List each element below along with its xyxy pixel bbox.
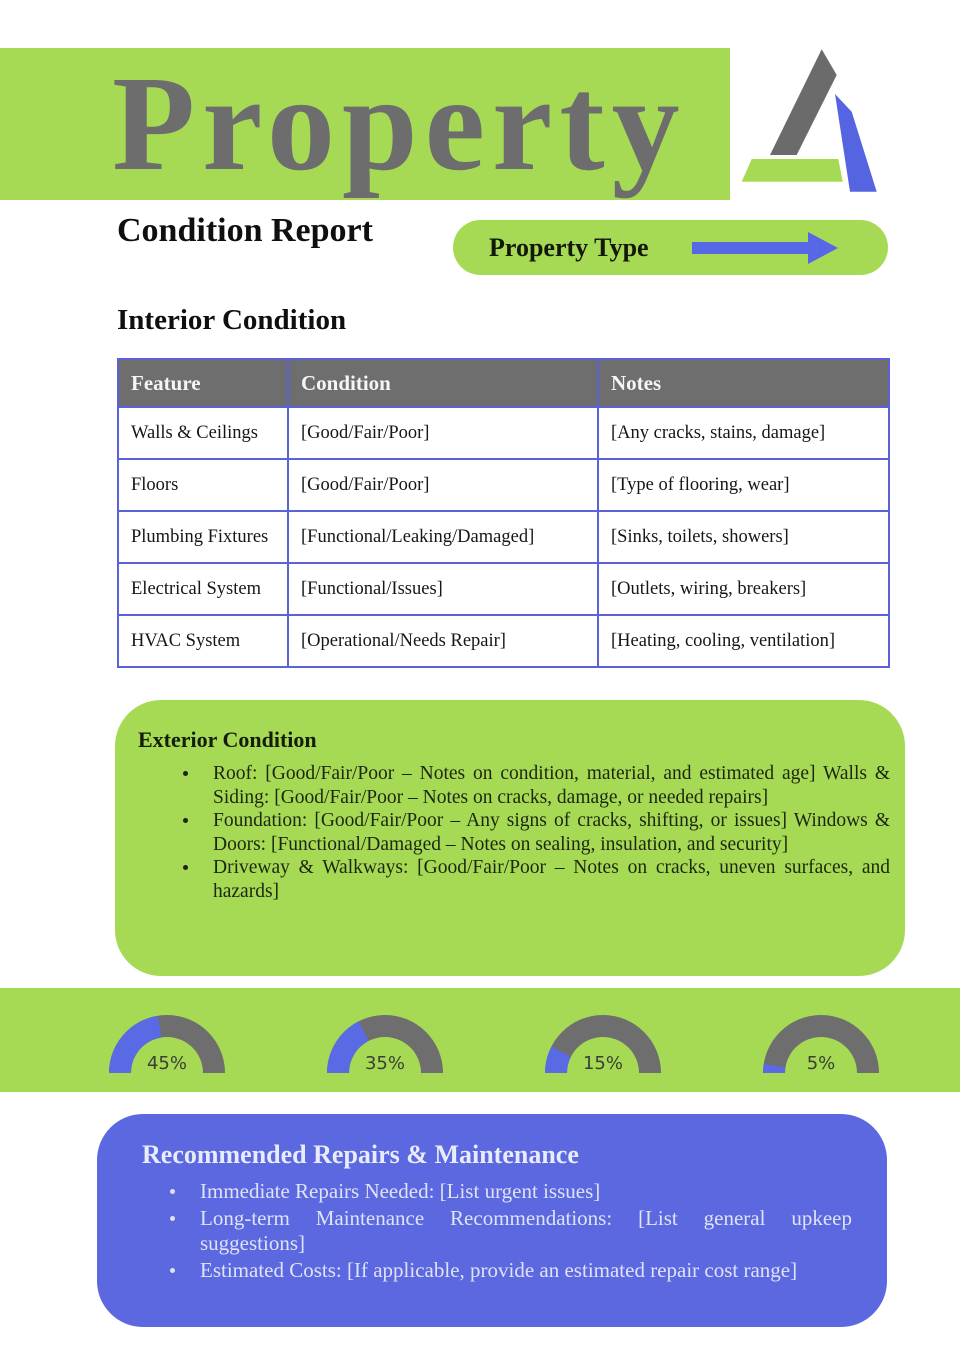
gauge-chart	[310, 1015, 460, 1075]
property-type-label: Property Type	[489, 232, 649, 262]
table-cell: Walls & Ceilings	[119, 408, 287, 458]
property-type-button[interactable]	[453, 220, 888, 275]
bullet-item: Immediate Repairs Needed: [List urgent issues]	[200, 1179, 852, 1205]
gauge-chart	[746, 1015, 896, 1075]
gauge-value-label: 5%	[806, 1053, 836, 1074]
exterior-condition-heading: Exterior Condition	[138, 727, 317, 752]
column-header: Feature	[119, 360, 287, 406]
recommended-bullet-list	[142, 1179, 852, 1283]
table-cell: Plumbing Fixtures	[119, 512, 287, 562]
table-cell: Floors	[119, 460, 287, 510]
recommended-repairs-heading: Recommended Repairs & Maintenance	[142, 1140, 579, 1169]
table-cell: [Type of flooring, wear]	[599, 460, 888, 510]
bullet-item: Estimated Costs: [If applicable, provide an estimated repair cost range]	[200, 1258, 852, 1284]
bullet-item: Foundation: [Good/Fair/Poor – Any signs of cracks, shifting, or issues] Windows & Doors: [Functional/Damaged – Notes on sealing, insulation, and security]	[213, 810, 890, 855]
column-header: Condition	[289, 360, 597, 406]
table-cell: [Good/Fair/Poor]	[289, 408, 597, 458]
interior-condition-heading: Interior Condition	[117, 304, 347, 336]
brand-logo-icon	[733, 45, 883, 195]
table-cell: [Sinks, toilets, showers]	[599, 512, 888, 562]
table-cell: [Functional/Issues]	[289, 564, 597, 614]
brand-title: Property	[112, 49, 687, 199]
recommended-repairs-card	[97, 1114, 887, 1327]
gauge-chart	[92, 1015, 242, 1075]
exterior-bullet-list	[138, 762, 890, 903]
gauge-value-label: 15%	[582, 1053, 624, 1074]
exterior-condition-card	[115, 700, 905, 976]
arrow-right-icon	[692, 230, 838, 266]
table-cell: [Functional/Leaking/Damaged]	[289, 512, 597, 562]
table-cell: [Operational/Needs Repair]	[289, 616, 597, 666]
gauge-chart	[528, 1015, 678, 1075]
gauge-value-label: 45%	[146, 1053, 188, 1074]
bullet-item: Roof: [Good/Fair/Poor – Notes on condition, material, and estimated age] Walls & Siding: [Good/Fair/Poor – Notes on cracks, damage, or needed repairs]	[213, 763, 890, 808]
report-title: Condition Report	[117, 212, 373, 249]
column-header: Notes	[599, 360, 888, 406]
table-cell: [Any cracks, stains, damage]	[599, 408, 888, 458]
gauge-fill	[327, 1021, 369, 1073]
interior-table	[117, 358, 890, 668]
gauge-band	[0, 988, 960, 1092]
table-cell: [Heating, cooling, ventilation]	[599, 616, 888, 666]
bullet-item: Long-term Maintenance Recommendations: [List general upkeep suggestions]	[200, 1205, 852, 1255]
table-cell: [Good/Fair/Poor]	[289, 460, 597, 510]
gauge-value-label: 35%	[364, 1053, 406, 1074]
table-cell: Electrical System	[119, 564, 287, 614]
bullet-item: Driveway & Walkways: [Good/Fair/Poor – Notes on cracks, uneven surfaces, and hazards]	[213, 857, 890, 902]
table-cell: HVAC System	[119, 616, 287, 666]
table-cell: [Outlets, wiring, breakers]	[599, 564, 888, 614]
